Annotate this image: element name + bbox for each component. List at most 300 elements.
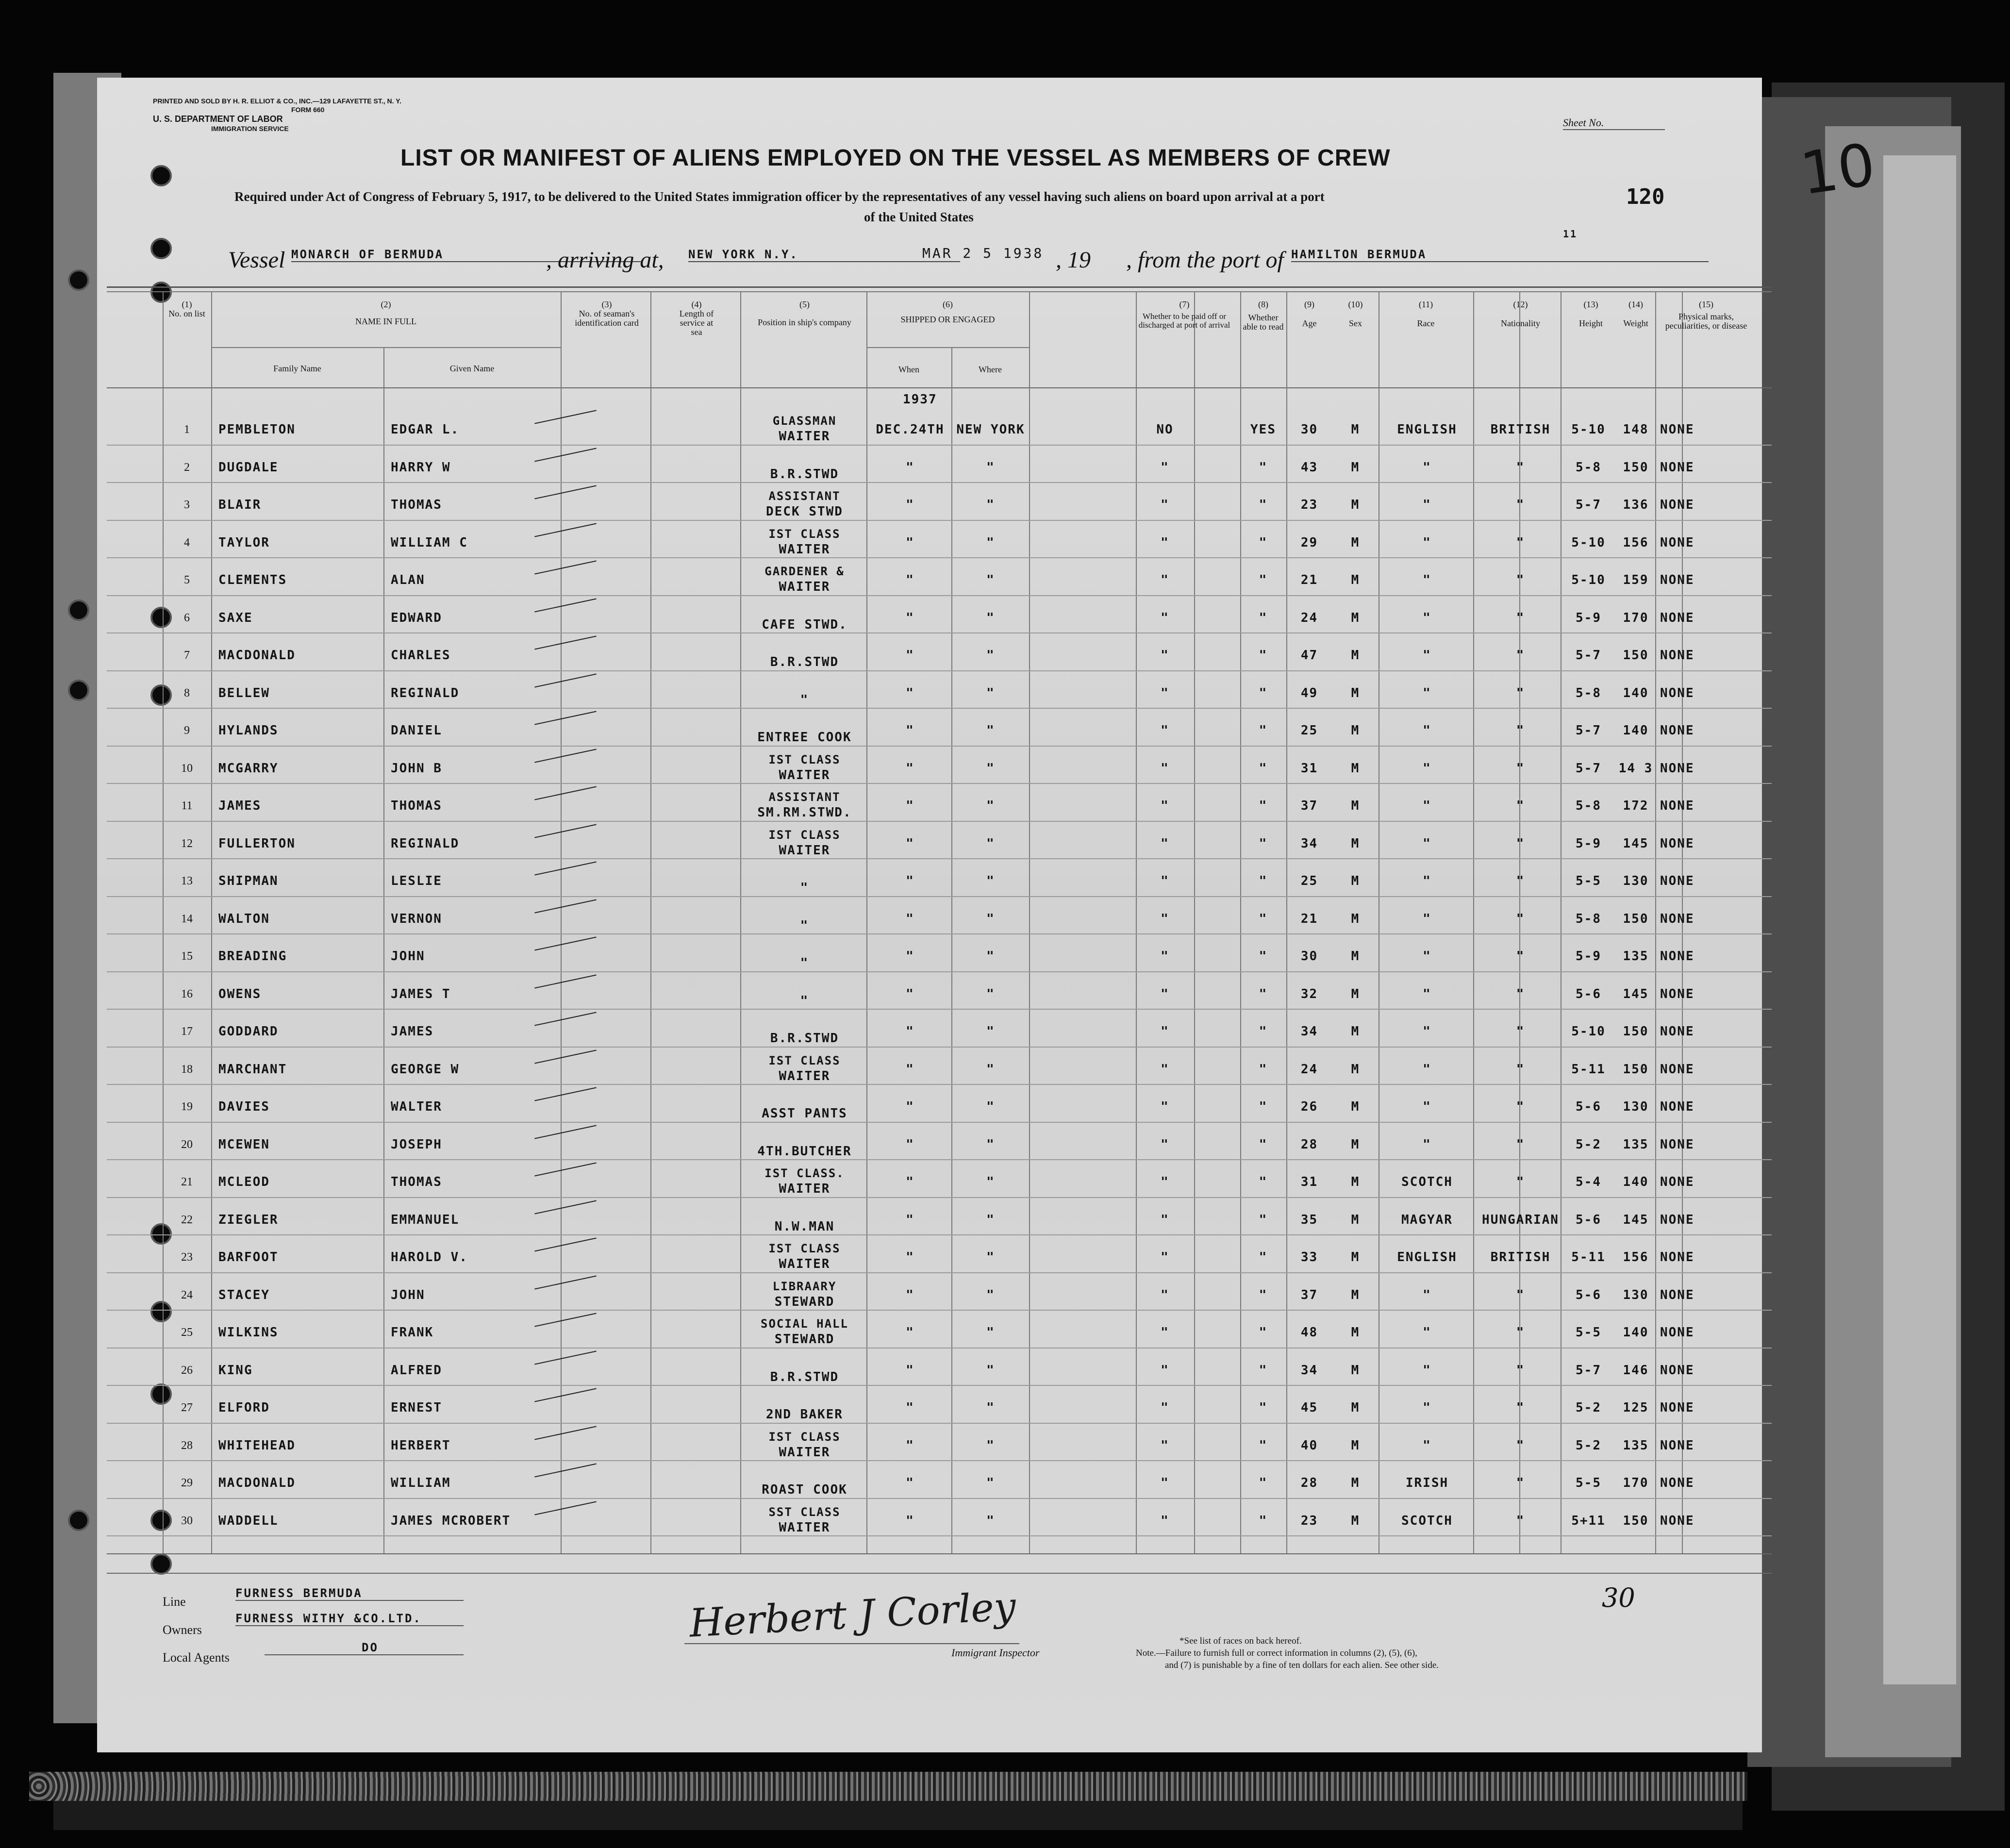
year-label: , 19 [1056,247,1091,273]
cell-age: 30 [1300,422,1318,437]
cell-read: " [1259,498,1268,512]
cell-paid: " [1161,1137,1169,1152]
cell-wt: 130 [1623,1099,1649,1114]
cell-sex: M [1351,573,1360,587]
cell-giv: JAMES T [391,986,451,1001]
cell-pos2: STEWARD [774,1332,835,1347]
cell-when: " [906,836,914,851]
cell-paid: " [1161,1287,1169,1302]
cell-fam: CLEMENTS [218,573,287,587]
cell-sex: M [1351,1438,1360,1453]
cell-race: ENGLISH [1397,422,1457,437]
cell-read: " [1259,1513,1268,1528]
cell-fam: WILKINS [218,1325,279,1340]
where-header: Where [979,365,1002,374]
cell-wt: 140 [1623,1325,1649,1340]
cell-when: " [906,799,914,813]
cell-n: 25 [181,1326,193,1339]
cell-where: " [986,498,995,512]
signature-line [684,1643,1019,1644]
races-note: *See list of races on back hereof. [1179,1636,1302,1646]
cell-pos1: IST CLASS [768,1242,841,1255]
cell-nat: " [1516,949,1525,964]
cell-wt: 156 [1623,535,1649,550]
cell-wt: 150 [1623,1024,1649,1039]
cell-race: " [1423,1287,1431,1302]
cell-read: " [1259,1287,1268,1302]
cell-giv: VERNON [391,911,442,926]
cell-read: YES [1250,422,1276,437]
cell-race: " [1423,799,1431,813]
cell-nat: BRITISH [1490,1250,1551,1265]
cell-pos1: IST CLASS [768,1430,841,1444]
cell-age: 23 [1300,498,1318,512]
cell-giv: WALTER [391,1099,442,1114]
cell-sex: M [1351,761,1360,776]
cell-age: 34 [1300,1024,1318,1039]
cell-wt: 172 [1623,799,1649,813]
cell-read: " [1259,1175,1268,1189]
cell-read: " [1259,1438,1268,1453]
cell-pos1: GARDENER & [764,565,845,578]
cell-age: 31 [1300,761,1318,776]
col-4-header: (4) Length of service at sea [679,300,714,337]
cell-pos2: " [800,918,809,933]
cell-nat: " [1516,648,1525,663]
cell-where: " [986,723,995,738]
cell-ht: 5-6 [1576,1212,1601,1227]
cell-ht: 5-5 [1576,1325,1601,1340]
cell-age: 23 [1300,1513,1318,1528]
cell-n: 5 [184,574,190,586]
cell-nat: " [1516,1287,1525,1302]
cell-marks: NONE [1660,723,1694,738]
cell-n: 19 [181,1100,193,1113]
cell-wt: 136 [1623,498,1649,512]
subtitle-continued: of the United States [864,210,974,224]
col-7-header: (7) Whether to be paid off or discharged at port of arrival [1138,300,1230,330]
footer-rule [107,1573,1772,1574]
cell-race: SCOTCH [1401,1175,1453,1189]
id-card-dash [534,974,597,988]
cell-where: " [986,535,995,550]
cell-fam: MARCHANT [218,1062,287,1077]
cell-paid: " [1161,1062,1169,1077]
cell-paid: " [1161,1438,1169,1453]
cell-pos2: ROAST COOK [762,1482,847,1497]
cell-sex: M [1351,799,1360,813]
cell-age: 31 [1300,1175,1318,1189]
cell-nat: BRITISH [1490,422,1551,437]
binder-hole [68,599,89,621]
cell-when: " [906,1325,914,1340]
cell-where: " [986,1212,995,1227]
cell-marks: NONE [1660,1287,1694,1302]
cell-n: 26 [181,1364,193,1377]
col-12-header: (12) Nationality [1501,300,1540,328]
cell-age: 34 [1300,836,1318,851]
cell-fam: WALTON [218,911,270,926]
cell-n: 24 [181,1288,193,1301]
cell-n: 30 [181,1514,193,1527]
cell-nat: " [1516,799,1525,813]
cell-pos2: " [800,993,809,1008]
cell-fam: HYLANDS [218,723,279,738]
cell-race: " [1423,1325,1431,1340]
cell-pos2: WAITER [779,580,831,594]
id-card-dash [534,1049,597,1064]
cell-when: " [906,1212,914,1227]
cell-race: " [1423,610,1431,625]
subheader-rule [211,347,561,348]
cell-marks: NONE [1660,648,1694,663]
cell-paid: " [1161,761,1169,776]
vessel-label: Vessel [228,247,285,273]
cell-read: " [1259,1325,1268,1340]
cell-race: " [1423,1438,1431,1453]
cell-marks: NONE [1660,911,1694,926]
cell-fam: ZIEGLER [218,1212,279,1227]
col-14-header: (14) Weight [1623,300,1648,328]
cell-when: " [906,723,914,738]
cell-where: " [986,1400,995,1415]
cell-wt: 140 [1623,1175,1649,1189]
cell-paid: " [1161,1250,1169,1265]
cell-marks: NONE [1660,610,1694,625]
cell-marks: NONE [1660,1363,1694,1378]
cell-n: 4 [184,536,190,549]
col-3-header: (3) No. of seaman's identification card [575,300,639,328]
cell-giv: HERBERT [391,1438,451,1453]
owners-value: FURNESS WITHY &CO.LTD. [235,1612,464,1626]
cell-where: " [986,911,995,926]
id-card-dash [534,673,597,687]
date-stamp: MAR 2 5 1938 [922,245,1044,261]
cell-wt: 156 [1623,1250,1649,1265]
cell-wt: 145 [1623,1212,1649,1227]
arriving-label: , arriving at, [546,247,664,273]
cell-where: " [986,1476,995,1490]
cell-race: " [1423,986,1431,1001]
owners-label: Owners [163,1623,202,1637]
cell-giv: WILLIAM [391,1476,451,1490]
cell-nat: " [1516,460,1525,475]
cell-when: " [906,498,914,512]
cell-nat: " [1516,836,1525,851]
cell-race: MAGYAR [1401,1212,1453,1227]
table-row [97,747,1762,784]
cell-age: 37 [1300,1287,1318,1302]
cell-sex: M [1351,1363,1360,1378]
table-row [97,1349,1762,1386]
cell-where: NEW YORK [956,422,1025,437]
cell-where: " [986,836,995,851]
cell-race: SCOTCH [1401,1513,1453,1528]
cell-ht: 5-8 [1576,799,1601,813]
col-13-header: (13) Height [1579,300,1603,328]
cell-where: " [986,610,995,625]
cell-sex: M [1351,836,1360,851]
cell-giv: GEORGE W [391,1062,460,1077]
cell-read: " [1259,1250,1268,1265]
cell-marks: NONE [1660,573,1694,587]
cell-n: 23 [181,1251,193,1264]
cell-when: " [906,648,914,663]
cell-age: 48 [1300,1325,1318,1340]
cell-paid: " [1161,1325,1169,1340]
id-card-dash [534,410,597,424]
cell-when: " [906,1513,914,1528]
cell-nat: " [1516,685,1525,700]
cell-giv: JOHN B [391,761,442,776]
cell-read: " [1259,573,1268,587]
cell-read: " [1259,986,1268,1001]
cell-age: 25 [1300,874,1318,888]
id-card-dash [534,1501,597,1515]
col-2-header: (2) NAME IN FULL [355,300,416,326]
cell-race: " [1423,874,1431,888]
cell-fam: PEMBLETON [218,422,296,437]
cell-n: 10 [181,762,193,775]
cell-when: " [906,1438,914,1453]
cell-ht: 5-8 [1576,911,1601,926]
cell-pos1: IST CLASS [768,828,841,842]
cell-read: " [1259,1400,1268,1415]
cell-nat: " [1516,723,1525,738]
cell-read: " [1259,911,1268,926]
cell-ht: 5-10 [1571,535,1606,550]
cell-nat: " [1516,573,1525,587]
cell-paid: " [1161,799,1169,813]
given-name-header: Given Name [449,364,495,373]
cell-race: " [1423,761,1431,776]
cell-fam: SAXE [218,610,253,625]
cell-nat: " [1516,535,1525,550]
cell-race: " [1423,498,1431,512]
cell-age: 37 [1300,799,1318,813]
cell-read: " [1259,460,1268,475]
page-stamp-number: 120 [1626,184,1665,209]
cell-sex: M [1351,648,1360,663]
cell-pos2: 4TH.BUTCHER [757,1144,852,1159]
cell-age: 43 [1300,460,1318,475]
cell-wt: 14 3 [1618,761,1653,776]
cell-race: ENGLISH [1397,1250,1457,1265]
id-card-dash [534,711,597,725]
cell-n: 27 [181,1401,193,1414]
departure-port: HAMILTON BERMUDA [1291,248,1709,262]
cell-read: " [1259,648,1268,663]
id-card-dash [534,1275,597,1289]
cell-where: " [986,648,995,663]
cell-giv: HAROLD V. [391,1250,468,1265]
table-bottom-rule [107,1553,1772,1554]
cell-paid: " [1161,1212,1169,1227]
cell-paid: " [1161,573,1169,587]
cell-n: 2 [184,461,190,474]
cell-paid: " [1161,949,1169,964]
cell-when: " [906,911,914,926]
cell-giv: EDGAR L. [391,422,460,437]
cell-paid: " [1161,685,1169,700]
cell-sex: M [1351,610,1360,625]
cell-fam: BARFOOT [218,1250,279,1265]
cell-race: " [1423,1363,1431,1378]
cell-nat: " [1516,1175,1525,1189]
cell-when: " [906,685,914,700]
cell-giv: JOHN [391,949,425,964]
cell-pos2: DECK STWD [766,504,843,519]
subtitle: Required under Act of Congress of February 5, 1917, to be delivered to the United States immigration officer by the representatives of any vessel having such aliens on board upon arrival at a port [234,189,1325,204]
cell-paid: " [1161,1363,1169,1378]
cell-where: " [986,761,995,776]
cell-fam: FULLERTON [218,836,296,851]
cell-pos1: IST CLASS. [764,1166,845,1180]
cell-read: " [1259,685,1268,700]
cell-when: " [906,1476,914,1490]
cell-age: 21 [1300,573,1318,587]
cell-fam: MCLEOD [218,1175,270,1189]
cell-nat: " [1516,911,1525,926]
subheader-rule [866,347,1029,348]
cell-when: " [906,1363,914,1378]
col-9-header: (9) Age [1302,300,1317,328]
table-row [97,1010,1762,1047]
cell-n: 12 [181,837,193,850]
cell-nat: " [1516,986,1525,1001]
row-rule [107,1535,1772,1536]
cell-wt: 150 [1623,1062,1649,1077]
cell-wt: 140 [1623,723,1649,738]
cell-age: 28 [1300,1137,1318,1152]
cell-nat: " [1516,1137,1525,1152]
cell-giv: ALFRED [391,1363,442,1378]
cell-n: 20 [181,1138,193,1151]
cell-n: 11 [181,799,193,812]
cell-paid: " [1161,648,1169,663]
cell-marks: NONE [1660,761,1694,776]
table-row [97,897,1762,934]
background-page-stack [1883,155,1956,1684]
vessel-name: MONARCH OF BERMUDA [291,248,641,262]
cell-ht: 5-11 [1571,1062,1606,1077]
cell-race: " [1423,1400,1431,1415]
id-card-dash [534,862,597,876]
cell-sex: M [1351,1287,1360,1302]
cell-ht: 5-9 [1576,610,1601,625]
cell-nat: " [1516,1476,1525,1490]
cell-nat: " [1516,498,1525,512]
id-card-dash [534,1350,597,1365]
cell-pos1: LIBRAARY [772,1279,837,1293]
cell-ht: 5-5 [1576,874,1601,888]
col-6-header: (6) SHIPPED OR ENGAGED [900,300,995,324]
cell-pos2: WAITER [779,1520,831,1535]
table-row [97,1235,1762,1273]
cell-where: " [986,949,995,964]
cell-n: 1 [184,423,190,436]
cell-nat: " [1516,874,1525,888]
cell-wt: 135 [1623,1438,1649,1453]
cell-marks: NONE [1660,1175,1694,1189]
page-title: LIST OR MANIFEST OF ALIENS EMPLOYED ON THE VESSEL AS MEMBERS OF CREW [400,145,1391,171]
cell-sex: M [1351,1250,1360,1265]
table-top-rule [107,286,1772,288]
cell-pos2: WAITER [779,429,831,444]
id-card-dash [534,1125,597,1139]
table-row [97,859,1762,897]
cell-fam: BELLEW [218,685,270,700]
cell-where: " [986,986,995,1001]
cell-sex: M [1351,460,1360,475]
table-row [97,671,1762,709]
cell-marks: NONE [1660,1513,1694,1528]
id-card-dash [534,485,597,499]
cell-where: " [986,685,995,700]
cell-when: " [906,1287,914,1302]
cell-ht: 5-10 [1571,573,1606,587]
cell-wt: 145 [1623,986,1649,1001]
cell-n: 16 [181,987,193,1000]
cell-n: 13 [181,875,193,887]
cell-sex: M [1351,1024,1360,1039]
crew-table-body [97,408,1762,1553]
cell-ht: 5-5 [1576,1476,1601,1490]
cell-ht: 5+11 [1571,1513,1606,1528]
cell-n: 29 [181,1477,193,1489]
cell-paid: " [1161,723,1169,738]
cell-race: " [1423,1024,1431,1039]
cell-marks: NONE [1660,874,1694,888]
cell-sex: M [1351,949,1360,964]
cell-read: " [1259,723,1268,738]
table-row [97,1048,1762,1085]
form-number: FORM 660 [291,106,325,114]
cell-pos2: B.R.STWD [770,655,839,669]
cell-ht: 5-6 [1576,1287,1601,1302]
cell-race: " [1423,949,1431,964]
cell-marks: NONE [1660,1250,1694,1265]
cell-age: 33 [1300,1250,1318,1265]
id-card-dash [534,561,597,575]
cell-where: " [986,1024,995,1039]
header-bottom-rule [107,387,1772,388]
cell-n: 17 [181,1025,193,1038]
cell-n: 15 [181,950,193,963]
cell-pos2: " [800,692,809,707]
table-row [97,408,1762,445]
cell-pos1: SOCIAL HALL [761,1317,848,1331]
cell-when: " [906,460,914,475]
cell-giv: EMMANUEL [391,1212,460,1227]
cell-age: 24 [1300,1062,1318,1077]
table-row [97,934,1762,972]
cell-marks: NONE [1660,1476,1694,1490]
cell-ht: 5-6 [1576,1099,1601,1114]
cell-race: " [1423,460,1431,475]
cell-paid: " [1161,535,1169,550]
id-card-dash [534,448,597,462]
cell-fam: MACDONALD [218,648,296,663]
service-name: IMMIGRATION SERVICE [211,125,289,133]
cell-race: " [1423,685,1431,700]
cell-sex: M [1351,1137,1360,1152]
cell-n: 3 [184,499,190,511]
cell-fam: JAMES [218,799,262,813]
cell-nat: " [1516,761,1525,776]
cell-marks: NONE [1660,460,1694,475]
inspector-label: Immigrant Inspector [951,1647,1040,1659]
